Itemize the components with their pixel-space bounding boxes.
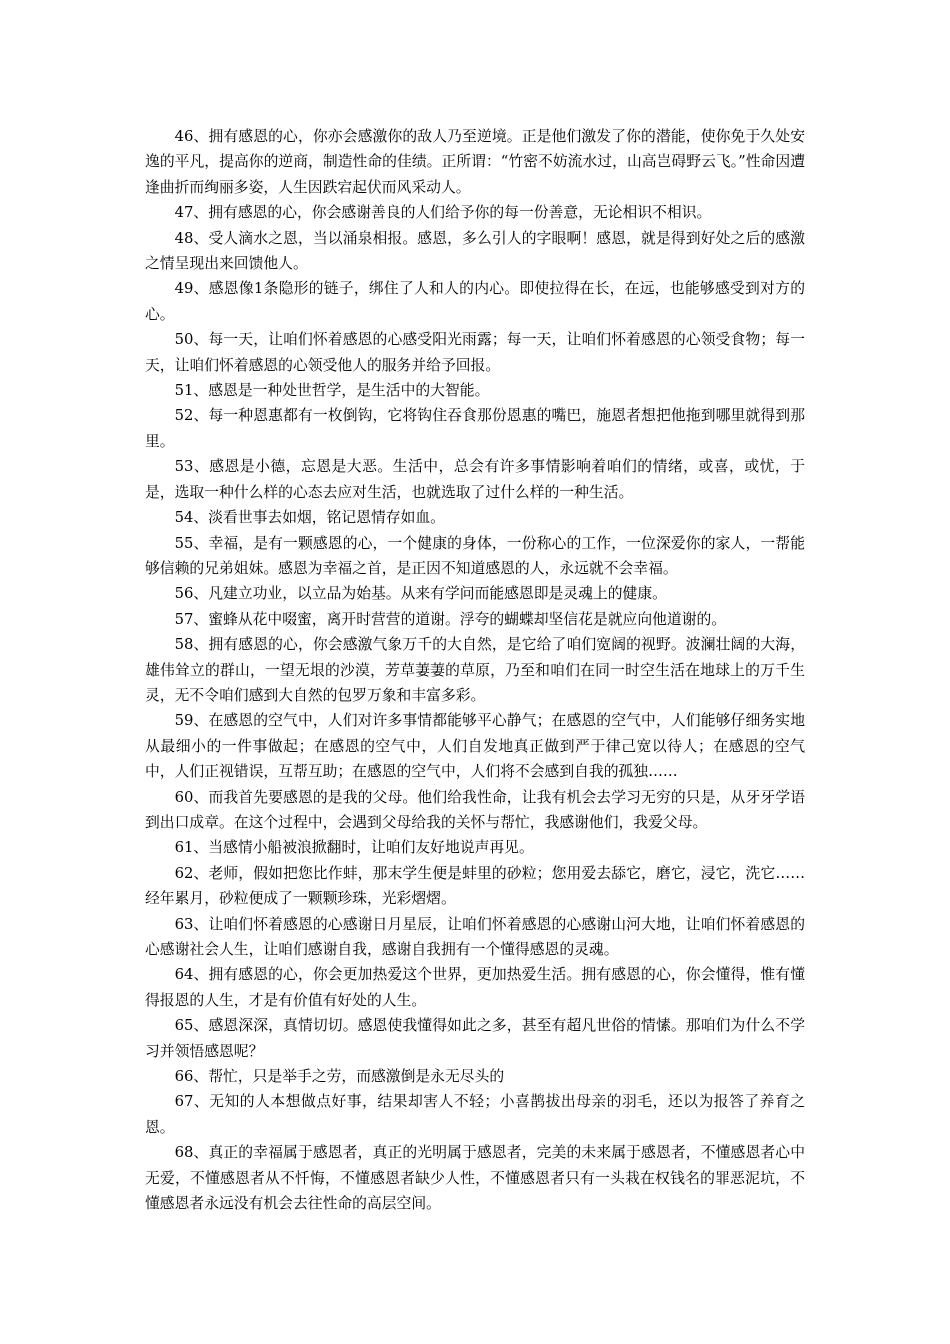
- paragraph-51: 51、感恩是一种处世哲学，是生活中的大智能。: [174, 382, 490, 400]
- paragraph-58: 58、拥有感恩的心，你会感激气象万千的大自然，是它给了咱们宽阔的视野。波澜壮阔的大海，雄伟耸立的群山，一望无垠的沙漠，芳草萋萋的草原，乃至和咱们在同一时空生活在地球上的万千生灵，无不令咱们感到大自然的包罗万象和丰富多彩。: [145, 636, 805, 704]
- paragraph-64: 64、拥有感恩的心，你会更加热爱这个世界，更加热爱生活。拥有感恩的心，你会懂得，惟有懂得报恩的人生，才是有价值有好处的人生。: [145, 966, 805, 1009]
- paragraph-53: 53、感恩是小德，忘恩是大恶。生活中，总会有许多事情影响着咱们的情绪，或喜，或忧，于是，选取一种什么样的心态去应对生活，也就选取了过什么样的一种生活。: [145, 458, 805, 501]
- paragraph-59: 59、在感恩的空气中，人们对许多事情都能够平心静气；在感恩的空气中，人们能够仔细务实地从最细小的一件事做起；在感恩的空气中，人们自发地真正做到严于律己宽以待人；在感恩的空气中，人们正视错误，互帮互助；在感恩的空气中，人们将不会感到自我的孤独……: [145, 712, 805, 781]
- document-page: [145, 124, 805, 1216]
- paragraph-56: 56、凡建立功业，以立品为始基。从来有学问而能感恩即是灵魂上的健康。: [174, 585, 667, 603]
- paragraph-52: 52、每一种恩惠都有一枚倒钩，它将钩住吞食那份恩惠的嘴巴，施恩者想把他拖到哪里就得到那里。: [145, 407, 805, 450]
- paragraph-67: 67、无知的人本想做点好事，结果却害人不轻；小喜鹊拔出母亲的羽毛，还以为报答了养育之恩。: [145, 1093, 805, 1136]
- paragraph-49: 49、感恩像1条隐形的链子，绑住了人和人的内心。即使拉得在长，在远，也能够感受到对方的心。: [145, 280, 805, 323]
- paragraph-57: 57、蜜蜂从花中啜蜜，离开时营营的道谢。浮夸的蝴蝶却坚信花是就应向他道谢的。: [174, 610, 727, 628]
- paragraph-47: 47、拥有感恩的心，你会感谢善良的人们给予你的每一份善意，无论相识不相识。: [174, 204, 712, 222]
- paragraph-54: 54、淡看世事去如烟，铭记恩情存如血。: [174, 509, 445, 527]
- paragraph-48: 48、受人滴水之恩，当以涌泉相报。感恩，多么引人的字眼啊！感恩，就是得到好处之后的感激之情呈现出来回馈他人。: [145, 229, 805, 273]
- paragraph-62: 62、老师，假如把您比作蚌，那末学生便是蚌里的砂粒；您用爱去舔它，磨它，浸它，洗它……经年累月，砂粒便成了一颗颗珍珠，光彩熠熠。: [145, 864, 805, 908]
- paragraph-63: 63、让咱们怀着感恩的心感谢日月星辰，让咱们怀着感恩的心感谢山河大地，让咱们怀着感恩的心感谢社会人生，让咱们感谢自我，感谢自我拥有一个懂得感恩的灵魂。: [145, 915, 805, 958]
- paragraph-50: 50、每一天，让咱们怀着感恩的心感受阳光雨露；每一天，让咱们怀着感恩的心领受食物；每一天，让咱们怀着感恩的心领受他人的服务并给予回报。: [145, 331, 805, 374]
- paragraph-66: 66、帮忙，只是举手之劳，而感激倒是永无尽头的: [174, 1068, 505, 1086]
- paragraph-46: 46、拥有感恩的心，你亦会感激你的敌人乃至逆境。正是他们激发了你的潜能，使你免于久处安逸的平凡，提高你的逆商，制造性命的佳绩。正所谓：“竹密不妨流水过，山高岂碍野云飞。”性命因遭逢曲折而绚丽多姿，人生因跌宕起伏而风采动人。: [145, 128, 805, 196]
- paragraph-68: 68、真正的幸福属于感恩者，真正的光明属于感恩者，完美的未来属于感恩者，不懂感恩者心中无爱，不懂感恩者从不忏悔，不懂感恩者缺少人性，不懂感恩者只有一头栽在权钱名的罪恶泥坑，不懂感恩者永远没有机会去往性命的高层空间。: [145, 1144, 805, 1213]
- paragraph-55: 55、幸福，是有一颗感恩的心，一个健康的身体，一份称心的工作，一位深爱你的家人，一帮能够信赖的兄弟姐妹。感恩为幸福之首，是正因不知道感恩的人，永远就不会幸福。: [145, 534, 805, 577]
- paragraph-65: 65、感恩深深，真情切切。感恩使我懂得如此之多，甚至有超凡世俗的情愫。那咱们为什么不学习并领悟感恩呢？: [145, 1017, 805, 1060]
- paragraph-61: 61、当感情小船被浪掀翻时，让咱们友好地说声再见。: [174, 839, 534, 857]
- paragraph-60: 60、而我首先要感恩的是我的父母。他们给我性命，让我有机会去学习无穷的只是，从牙牙学语到出口成章。在这个过程中，会遇到父母给我的关怀与帮忙，我感谢他们，我爱父母。: [145, 788, 805, 831]
